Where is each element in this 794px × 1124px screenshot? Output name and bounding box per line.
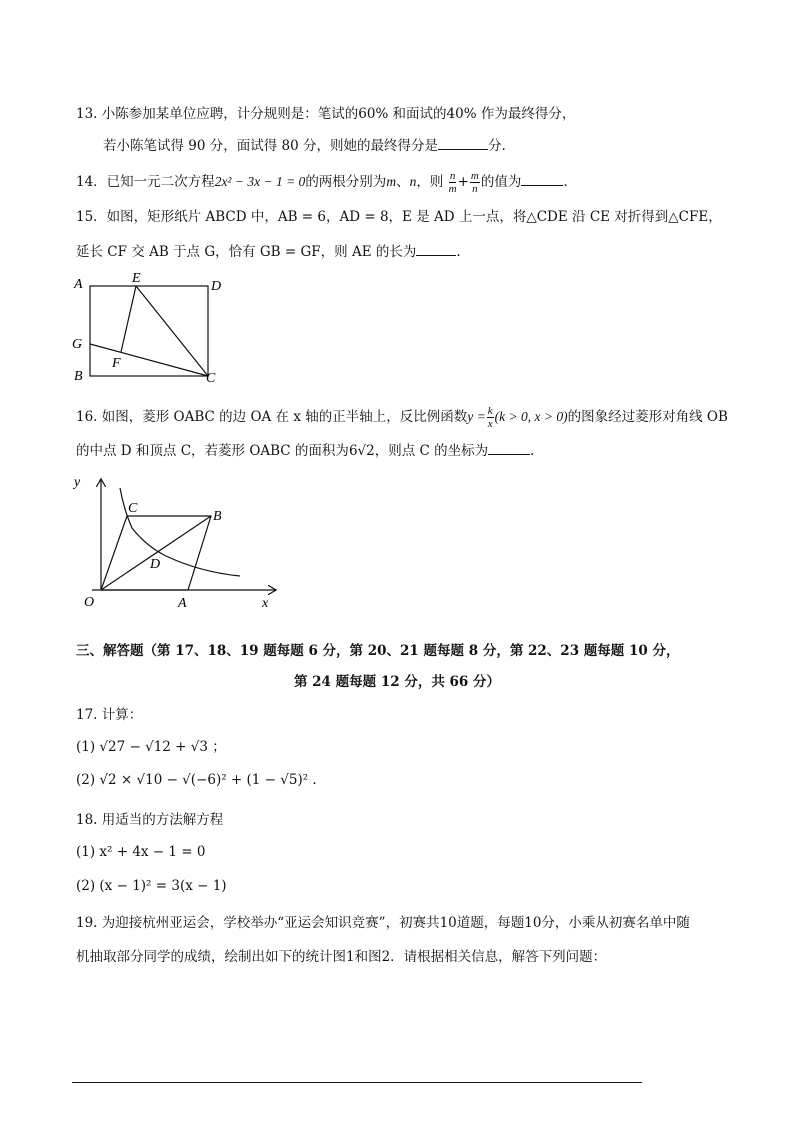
section3-header-line2: 第 24 题每题 12 分，共 66 分） — [293, 674, 501, 690]
label-b: B — [74, 369, 83, 384]
q14-sep: 、 — [396, 174, 410, 190]
q14-comma: ，则 — [416, 174, 444, 190]
q13-line2-end: 分. — [488, 138, 506, 154]
q14-post: 的值为 — [480, 174, 522, 190]
q14-pre: 14．已知一元二次方程 — [76, 174, 215, 190]
q17-part1: (1) √27 − √12 + √3 ； — [76, 739, 226, 755]
q15-line1: 15．如图，矩形纸片 ABCD 中，AB = 6，AD = 8，E 是 AD 上一点，将△CDE 沿 CE 对折得到△CFE， — [76, 209, 722, 225]
label-o: O — [84, 595, 95, 610]
frac1-num: n — [449, 170, 456, 182]
hyperbola-curve — [120, 488, 240, 576]
line-gc — [90, 344, 208, 376]
label-e: E — [132, 271, 141, 286]
line-ec — [136, 286, 208, 376]
answer-blank[interactable] — [416, 241, 456, 256]
q18-title: 18. 用适当的方法解方程 — [76, 812, 224, 828]
frac2-den: n — [472, 183, 478, 195]
q18-part2: (2) (x − 1)² = 3(x − 1) — [76, 878, 227, 894]
q16-func: y = — [467, 409, 486, 424]
label-a: A — [74, 277, 83, 292]
q14-m: m — [386, 174, 397, 189]
line-ef — [121, 286, 136, 352]
diagonal-ob — [101, 516, 211, 590]
frac-x: x — [487, 418, 493, 430]
q19-line2: 机抽取部分同学的成绩，绘制出如下的统计图1和图2．请根据相关信息，解答下列问题： — [76, 949, 607, 965]
rect-abcd — [90, 286, 208, 376]
q14-equation: 2x² − 3x − 1 = 0 — [214, 174, 306, 189]
frac1-den: m — [448, 183, 457, 195]
q17-title: 17. 计算： — [76, 707, 143, 723]
q16-line2-text: 的中点 D 和顶点 C，若菱形 OABC 的面积为 — [76, 443, 349, 459]
q19-line1: 19. 为迎接杭州亚运会，学校举办“亚运会知识竞赛”，初赛共10道题，每题10分，小乘从初赛名单中随 — [76, 915, 690, 931]
label-g: G — [72, 337, 83, 352]
q16-area: 6√2 — [348, 443, 375, 459]
q16-line2: 的中点 D 和顶点 C，若菱形 OABC 的面积为6√2，则点 C 的坐标为 . — [76, 440, 534, 461]
answer-blank[interactable] — [521, 171, 563, 186]
q14-line: 14．已知一元二次方程2x² − 3x − 1 = 0的两根分别为m、n，则 $\frac{n}{m}$ + $\frac{m}{n}$ 的值为 . — [76, 170, 568, 195]
q16-line1-text: 16. 如图，菱形 OABC 的边 OA 在 x 轴的正半轴上，反比例函数 — [76, 409, 468, 425]
q14-n: n — [409, 174, 417, 189]
q15-line2 — [76, 241, 461, 262]
q14-frac2 — [470, 170, 480, 195]
q13-line2-text: 若小陈笔试得 90 分，面试得 80 分，则她的最终得分是 — [103, 138, 439, 154]
q16-cond: (k > 0, x > 0) — [494, 409, 568, 424]
q15-line2-text: 延长 CF 交 AB 于点 G，恰有 GB = GF，则 AE 的长为 — [76, 244, 417, 260]
q13-line2 — [103, 135, 506, 156]
answer-blank[interactable] — [438, 135, 488, 150]
q14-mid: 的两根分别为 — [305, 174, 387, 190]
frac2-num: m — [470, 170, 479, 182]
label-d: D — [211, 279, 222, 294]
q15-line2-end: . — [456, 244, 461, 260]
q16-line1-end: 的图象经过菱形对角线 OB — [567, 409, 728, 425]
label-c: C — [128, 501, 138, 516]
q14-frac1 — [449, 170, 457, 195]
q14-plus: + — [457, 174, 469, 190]
label-x: x — [262, 596, 269, 611]
label-b: B — [213, 509, 222, 524]
q17-part2: (2) √2 × √10 − √(−6)² + (1 − √5)² . — [76, 772, 317, 788]
label-a: A — [178, 596, 187, 611]
q13-line1: 13. 小陈参加某单位应聘，计分规则是：笔试的60% 和面试的40% 作为最终得分， — [76, 106, 576, 122]
q18-part1: (1) x² + 4x − 1 = 0 — [76, 844, 206, 860]
section3-header-line1: 三、解答题（第 17、18、19 题每题 6 分，第 20、21 题每题 8 分，第 22、23 题每题 10 分， — [76, 643, 680, 659]
figure-15-rectangle — [68, 268, 238, 388]
label-d: D — [150, 557, 161, 572]
answer-blank[interactable] — [488, 440, 530, 455]
label-c: C — [206, 371, 216, 386]
figure-16-rhombus — [70, 470, 290, 615]
footer-divider — [72, 1082, 642, 1083]
frac-k: k — [487, 405, 493, 417]
q16-line2-end: ，则点 C 的坐标为 — [374, 443, 489, 459]
q16-frac — [487, 405, 494, 430]
label-y: y — [74, 475, 81, 490]
label-f: F — [112, 356, 121, 371]
q16-line1 — [76, 404, 728, 430]
